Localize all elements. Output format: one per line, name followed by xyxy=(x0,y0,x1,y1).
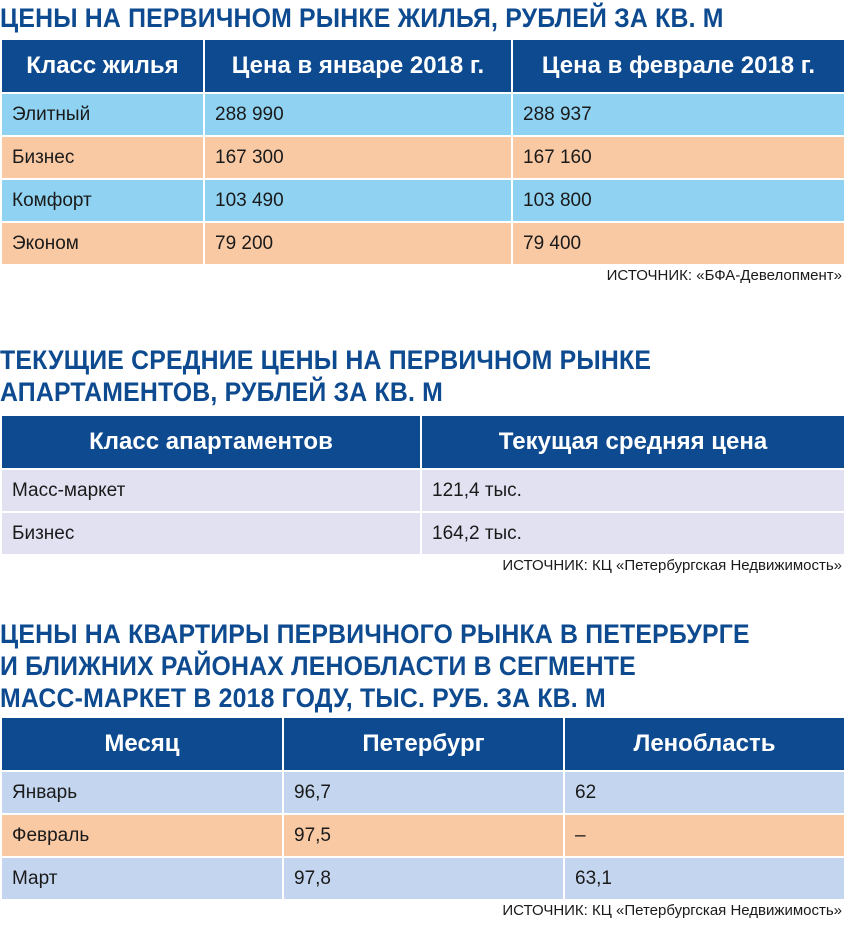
section-title-line: ТЕКУЩИЕ СРЕДНИЕ ЦЕНЫ НА ПЕРВИЧНОМ РЫНКЕ xyxy=(0,345,652,375)
table-cell: Элитный xyxy=(1,93,204,136)
source-note: ИСТОЧНИК: КЦ «Петербургская Недвижимость» xyxy=(502,902,842,919)
table-cell: 62 xyxy=(564,771,844,814)
table-cell: 288 937 xyxy=(512,93,844,136)
table-cell: 164,2 тыс. xyxy=(421,512,844,555)
table-header-row xyxy=(1,717,844,771)
column-header: Текущая средняя цена xyxy=(421,415,844,469)
section-title-line: АПАРТАМЕНТОВ, РУБЛЕЙ ЗА КВ. М xyxy=(0,377,444,407)
column-header: Класс жилья xyxy=(1,39,204,93)
table-cell: 103 800 xyxy=(512,179,844,222)
table-cell: 63,1 xyxy=(564,857,844,900)
housing-price-table xyxy=(0,38,844,266)
column-header: Петербург xyxy=(283,717,564,771)
table-cell: Бизнес xyxy=(1,512,421,555)
table-cell: Эконом xyxy=(1,222,204,265)
table-row xyxy=(1,512,844,555)
table-row xyxy=(1,93,844,136)
table-header-row xyxy=(1,415,844,469)
table-cell: 96,7 xyxy=(283,771,564,814)
mass-market-price-table xyxy=(0,716,844,901)
table-row xyxy=(1,857,844,900)
column-header: Цена в январе 2018 г. xyxy=(204,39,512,93)
section-apartment-prices xyxy=(0,344,844,576)
column-header: Цена в феврале 2018 г. xyxy=(512,39,844,93)
source-note: ИСТОЧНИК: «БФА-Девелопмент» xyxy=(606,267,842,284)
column-header: Месяц xyxy=(1,717,283,771)
table-cell: 121,4 тыс. xyxy=(421,469,844,512)
section-housing-prices xyxy=(0,0,844,286)
table-cell: 288 990 xyxy=(204,93,512,136)
table-row xyxy=(1,469,844,512)
table-cell: Комфорт xyxy=(1,179,204,222)
table-row xyxy=(1,222,844,265)
table-cell: 167 160 xyxy=(512,136,844,179)
section-title: ЦЕНЫ НА ПЕРВИЧНОМ РЫНКЕ ЖИЛЬЯ, РУБЛЕЙ ЗА КВ. М xyxy=(0,3,724,33)
table-cell: 97,5 xyxy=(283,814,564,857)
table-cell: 167 300 xyxy=(204,136,512,179)
source-note: ИСТОЧНИК: КЦ «Петербургская Недвижимость» xyxy=(502,557,842,574)
table-cell: Январь xyxy=(1,771,283,814)
section-title-line: МАСС-МАРКЕТ В 2018 ГОДУ, ТЫС. РУБ. ЗА КВ. М xyxy=(0,683,606,713)
table-row xyxy=(1,179,844,222)
section-mass-market-prices xyxy=(0,618,844,921)
table-row xyxy=(1,771,844,814)
table-cell: 79 200 xyxy=(204,222,512,265)
table-cell: Февраль xyxy=(1,814,283,857)
table-cell: Бизнес xyxy=(1,136,204,179)
section-title-line: И БЛИЖНИХ РАЙОНАХ ЛЕНОБЛАСТИ В СЕГМЕНТЕ xyxy=(0,651,636,681)
table-header-row xyxy=(1,39,844,93)
table-cell: 79 400 xyxy=(512,222,844,265)
table-cell: 97,8 xyxy=(283,857,564,900)
table-cell: Март xyxy=(1,857,283,900)
table-cell: – xyxy=(564,814,844,857)
column-header: Класс апартаментов xyxy=(1,415,421,469)
table-row xyxy=(1,814,844,857)
apartment-price-table xyxy=(0,414,844,556)
table-row xyxy=(1,136,844,179)
column-header: Ленобласть xyxy=(564,717,844,771)
section-title-line: ЦЕНЫ НА КВАРТИРЫ ПЕРВИЧНОГО РЫНКА В ПЕТЕРБУРГЕ xyxy=(0,619,750,649)
table-cell: Масс-маркет xyxy=(1,469,421,512)
table-cell: 103 490 xyxy=(204,179,512,222)
